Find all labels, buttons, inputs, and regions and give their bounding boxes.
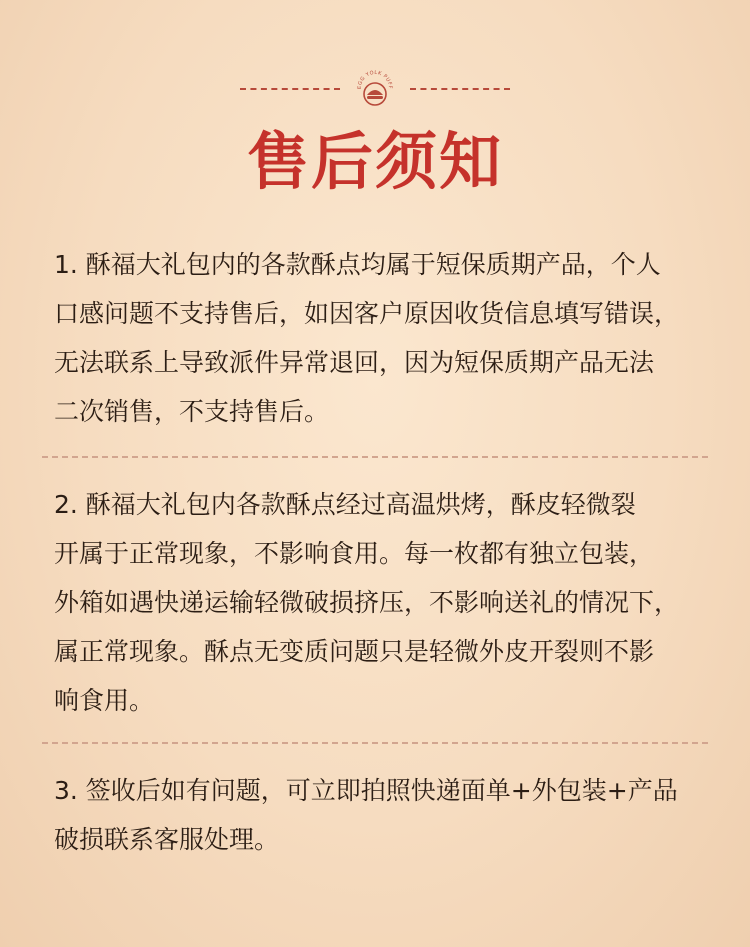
section-divider	[42, 742, 708, 744]
notice-line: 无法联系上导致派件异常退回，因为短保质期产品无法	[54, 348, 655, 377]
notice-line: 破损联系客服处理。	[54, 825, 280, 854]
notice-item-1	[54, 240, 714, 436]
notice-line: 1. 酥福大礼包内的各款酥点均属于短保质期产品，个人	[54, 250, 661, 279]
section-divider	[42, 456, 708, 458]
left-dashed-rule	[240, 88, 340, 90]
notice-line: 响食用。	[54, 686, 155, 715]
notice-line: 外箱如遇快递运输轻微破损挤压，不影响送礼的情况下，	[54, 588, 680, 617]
page-title: 售后须知	[246, 125, 503, 198]
svg-text:EGG YOLK PUFF: EGG YOLK PUFF	[356, 69, 394, 90]
notice-line: 3. 签收后如有问题，可立即拍照快递面单+外包装+产品	[54, 776, 678, 805]
notice-line: 开属于正常现象，不影响食用。每一枚都有独立包装，	[54, 539, 655, 568]
notice-line: 二次销售，不支持售后。	[54, 397, 330, 426]
header-decoration	[0, 68, 750, 118]
notice-line: 属正常现象。酥点无变质问题只是轻微外皮开裂则不影	[54, 637, 655, 666]
notice-item-2	[54, 480, 714, 725]
notice-item-3	[54, 766, 714, 864]
notice-line: 2. 酥福大礼包内各款酥点经过高温烘烤，酥皮轻微裂	[54, 490, 636, 519]
right-dashed-rule	[410, 88, 510, 90]
egg-yolk-puff-logo-icon	[356, 68, 394, 108]
notice-line: 口感问题不支持售后，如因客户原因收货信息填写错误，	[54, 299, 680, 328]
